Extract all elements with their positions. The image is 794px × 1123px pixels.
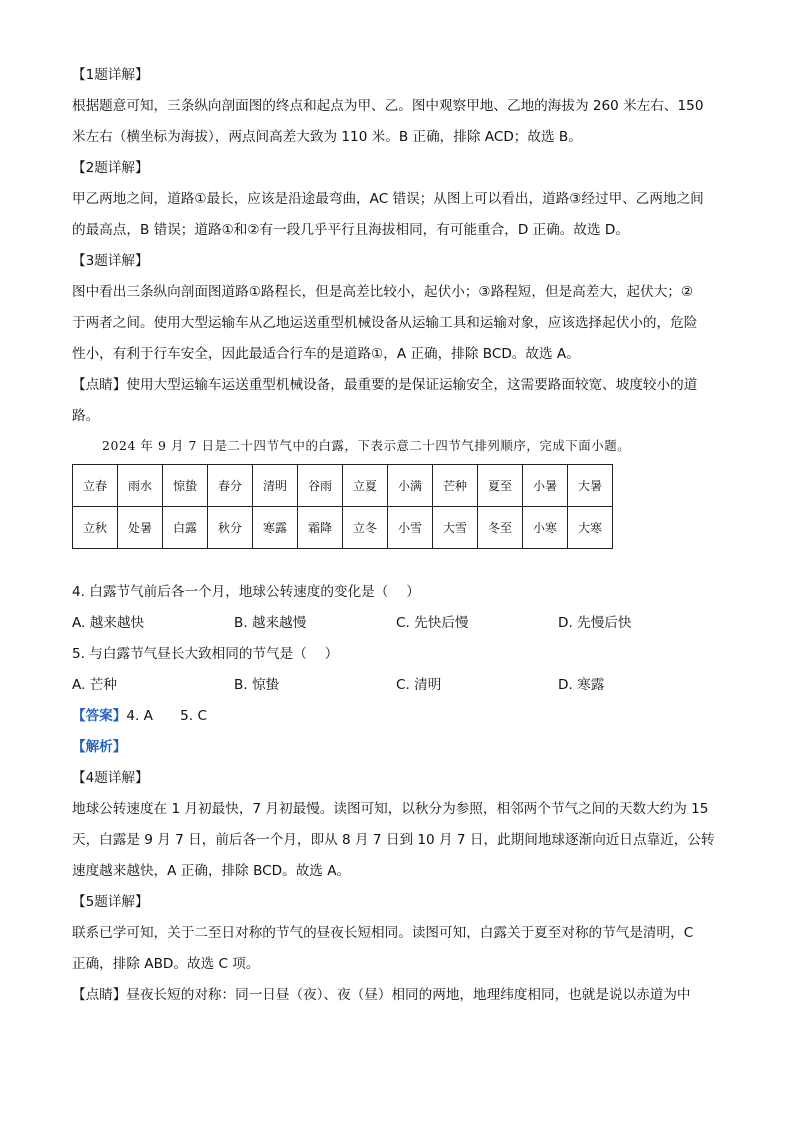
q4-options bbox=[72, 608, 722, 639]
table-cell: 夏至 bbox=[478, 465, 523, 507]
q4-line-3: 速度越来越快，A 正确，排除 BCD。故选 A。 bbox=[72, 863, 351, 879]
table-cell: 霜降 bbox=[298, 507, 343, 549]
q2-line-2: 的最高点，B 错误；道路①和②有一段几乎平行且海拔相同，有可能重合，D 正确。故选 D。 bbox=[72, 222, 629, 238]
table-cell: 雨水 bbox=[118, 465, 163, 507]
table-cell: 芒种 bbox=[433, 465, 478, 507]
table-cell: 小雪 bbox=[388, 507, 433, 549]
q4-stem: 4. 白露节气前后各一个月，地球公转速度的变化是（ ） bbox=[72, 584, 420, 600]
q4-option-b: B. 越来越慢 bbox=[234, 615, 307, 631]
table-cell: 冬至 bbox=[478, 507, 523, 549]
table-cell: 小满 bbox=[388, 465, 433, 507]
q1-line-2: 米左右（横坐标为海拔），两点间高差大致为 110 米。B 正确，排除 ACD；故选 B。 bbox=[72, 129, 582, 145]
q3-line-3: 性小，有利于行车安全，因此最适合行车的是道路①，A 正确，排除 BCD。故选 A。 bbox=[72, 346, 580, 362]
q4-option-d: D. 先慢后快 bbox=[558, 615, 632, 631]
table-cell: 白露 bbox=[163, 507, 208, 549]
table-cell: 寒露 bbox=[253, 507, 298, 549]
q4-body bbox=[72, 794, 722, 887]
table-row bbox=[73, 465, 613, 507]
q5-option-d: D. 寒露 bbox=[558, 677, 605, 693]
table-cell: 大寒 bbox=[568, 507, 613, 549]
table-cell: 小寒 bbox=[523, 507, 568, 549]
q5-body bbox=[72, 918, 722, 980]
q3-heading: 【3题详解】 bbox=[72, 253, 149, 269]
q2-body bbox=[72, 184, 722, 246]
q5-heading: 【5题详解】 bbox=[72, 894, 149, 910]
question-intro: 2024 年 9 月 7 日是二十四节气中的白露，下表示意二十四节气排列顺序，完成下面小题。 bbox=[102, 438, 631, 453]
table-cell: 处暑 bbox=[118, 507, 163, 549]
q2-heading: 【2题详解】 bbox=[72, 160, 149, 176]
answer-label: 【答案】 bbox=[72, 708, 127, 724]
q3-body bbox=[72, 277, 722, 370]
q5-option-c: C. 清明 bbox=[396, 677, 442, 693]
q4-option-a: A. 越来越快 bbox=[72, 615, 145, 631]
table-cell: 大雪 bbox=[433, 507, 478, 549]
q5-line-1: 联系已学可知，关于二至日对称的节气的昼夜长短相同。读图可知，白露关于夏至对称的节气是清明，C bbox=[72, 925, 694, 941]
q1-body bbox=[72, 91, 722, 153]
answer-text: 4. A 5. C bbox=[126, 708, 207, 724]
q5-option-a: A. 芒种 bbox=[72, 677, 117, 693]
document-page bbox=[72, 60, 722, 1011]
tip2-label: 【点睛】 bbox=[72, 987, 127, 1003]
tip1-line-1 bbox=[72, 370, 722, 401]
table-cell: 立秋 bbox=[73, 507, 118, 549]
analysis-label: 【解析】 bbox=[72, 739, 127, 755]
q2-line-1: 甲乙两地之间，道路①最长，应该是沿途最弯曲，AC 错误；从图上可以看出，道路③经过甲、乙两地之间 bbox=[72, 191, 704, 207]
table-cell: 大暑 bbox=[568, 465, 613, 507]
q4-heading: 【4题详解】 bbox=[72, 770, 149, 786]
answer-line bbox=[72, 701, 722, 732]
tip1-line-2: 路。 bbox=[72, 408, 100, 424]
tip1-label: 【点睛】 bbox=[72, 377, 127, 393]
table-cell: 小暑 bbox=[523, 465, 568, 507]
table-cell: 惊蛰 bbox=[163, 465, 208, 507]
table-cell: 春分 bbox=[208, 465, 253, 507]
q5-line-2: 正确，排除 ABD。故选 C 项。 bbox=[72, 956, 260, 972]
q1-line-1: 根据题意可知，三条纵向剖面图的终点和起点为甲、乙。图中观察甲地、乙地的海拔为 260 米左右、150 bbox=[72, 98, 704, 114]
q3-line-1: 图中看出三条纵向剖面图道路①路程长，但是高差比较小，起伏小；③路程短，但是高差大，起伏大；② bbox=[72, 284, 694, 300]
table-row bbox=[73, 507, 613, 549]
table-cell: 立春 bbox=[73, 465, 118, 507]
table-cell: 清明 bbox=[253, 465, 298, 507]
table-cell: 谷雨 bbox=[298, 465, 343, 507]
table-cell: 立夏 bbox=[343, 465, 388, 507]
q5-option-b: B. 惊蛰 bbox=[234, 677, 280, 693]
q5-options bbox=[72, 670, 722, 701]
q4-line-1: 地球公转速度在 1 月初最快，7 月初最慢。读图可知，以秋分为参照，相邻两个节气之间的天数大约为 15 bbox=[72, 801, 709, 817]
q4-option-c: C. 先快后慢 bbox=[396, 615, 469, 631]
q5-stem: 5. 与白露节气昼长大致相同的节气是（ ） bbox=[72, 646, 339, 662]
solar-terms-table bbox=[72, 464, 613, 549]
q4-line-2: 天，白露是 9 月 7 日，前后各一个月，即从 8 月 7 日到 10 月 7 日，此期间地球逐渐向近日点靠近，公转 bbox=[72, 832, 715, 848]
q3-line-2: 于两者之间。使用大型运输车从乙地运送重型机械设备从运输工具和运输对象，应该选择起伏小的，危险 bbox=[72, 315, 698, 331]
q1-heading: 【1题详解】 bbox=[72, 67, 149, 83]
table-cell: 秋分 bbox=[208, 507, 253, 549]
tip2-line bbox=[72, 980, 722, 1011]
tip1-text-1: 使用大型运输车运送重型机械设备，最重要的是保证运输安全，这需要路面较宽、坡度较小的道 bbox=[126, 377, 698, 393]
tip2-text: 昼夜长短的对称：同一日昼（夜）、夜（昼）相同的两地，地理纬度相同，也就是说以赤道为中 bbox=[126, 987, 691, 1003]
table-cell: 立冬 bbox=[343, 507, 388, 549]
